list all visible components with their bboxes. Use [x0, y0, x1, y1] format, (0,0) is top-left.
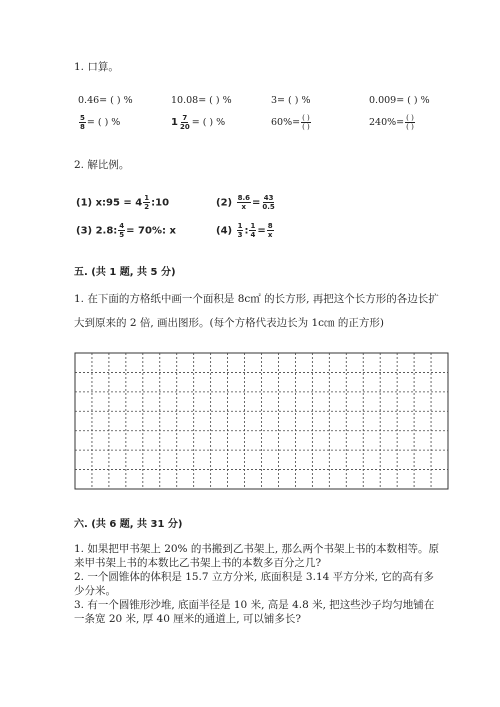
grid-paper	[74, 352, 449, 490]
fraction: $\frac{1}{2}$	[144, 194, 150, 211]
fraction: $\frac{8}{x}$	[267, 222, 273, 239]
calc-item-6: 1 $\frac{7}{20}$ = ( ) %	[171, 114, 226, 131]
section6-line: 1. 如果把甲书架上 20% 的书搬到乙书架上, 那么两个书架上书的本数相等。原	[74, 543, 440, 555]
fraction: $\frac{1}{3}$	[237, 222, 243, 239]
section5-question-line: 大到原来的 2 倍, 画出图形。(每个方格代表边长为 1c㎝ 的正方形)	[74, 317, 384, 329]
section6-line: 2. 一个圆锥体的体积是 15.7 立方分米, 底面积是 3.14 平方分米, 它的高有多	[74, 571, 434, 583]
fraction: $\frac{1}{4}$	[250, 222, 256, 239]
section6-line: 3. 有一个圆锥形沙堆, 底面半径是 10 米, 高是 4.8 米, 把这些沙子均匀地铺在	[74, 599, 435, 611]
proportion-3: (3) 2.8: $\frac{4}{5}$ = 70%: x	[76, 222, 176, 239]
section6-line: 来甲书架上书的本数比乙书架上书的本数多百分之几?	[74, 557, 322, 569]
calc-item-8: 240%= $\frac{( )}{( )}$	[369, 114, 414, 131]
calc-item-3: 3= ( ) %	[271, 95, 311, 106]
calc-item-1: 0.46= ( ) %	[78, 95, 133, 106]
fraction: $\frac{( )}{( )}$	[302, 114, 310, 131]
section6-line: 一条宽 20 米, 厚 40 厘米的通道上, 可以铺多长?	[74, 613, 302, 625]
fraction: $\frac{8.6}{x}$	[237, 194, 250, 211]
proportion-2: (2) $\frac{8.6}{x}$ = $\frac{43}{0.5}$	[216, 194, 275, 211]
section1-title: 1. 口算。	[74, 61, 119, 73]
section5-heading: 五. (共 1 题, 共 5 分)	[74, 267, 176, 278]
section6-heading: 六. (共 6 题, 共 31 分)	[74, 519, 183, 530]
fraction: $\frac{5}{8}$	[80, 114, 85, 131]
calc-item-2: 10.08= ( ) %	[171, 95, 232, 106]
section5-question-line: 1. 在下面的方格纸中画一个面积是 8c㎡ 的长方形, 再把这个长方形的各边长扩	[74, 293, 439, 305]
calc-item-5: $\frac{5}{8}$ = ( ) %	[80, 114, 121, 131]
section6-line: 少分米。	[74, 585, 116, 597]
calc-item-7: 60%= $\frac{( )}{( )}$	[271, 114, 310, 131]
section2-title: 2. 解比例。	[74, 159, 130, 171]
calc-item-4: 0.009= ( ) %	[369, 95, 430, 106]
fraction: $\frac{7}{20}$	[179, 114, 190, 131]
proportion-1: (1) x:95 = 4 $\frac{1}{2}$ :10	[76, 194, 170, 211]
fraction: $\frac{4}{5}$	[119, 222, 125, 239]
proportion-4: (4) $\frac{1}{3}$ : $\frac{1}{4}$ = $\frac{8}{x}$	[216, 222, 273, 239]
fraction: $\frac{43}{0.5}$	[262, 194, 275, 211]
fraction: $\frac{( )}{( )}$	[406, 114, 414, 131]
